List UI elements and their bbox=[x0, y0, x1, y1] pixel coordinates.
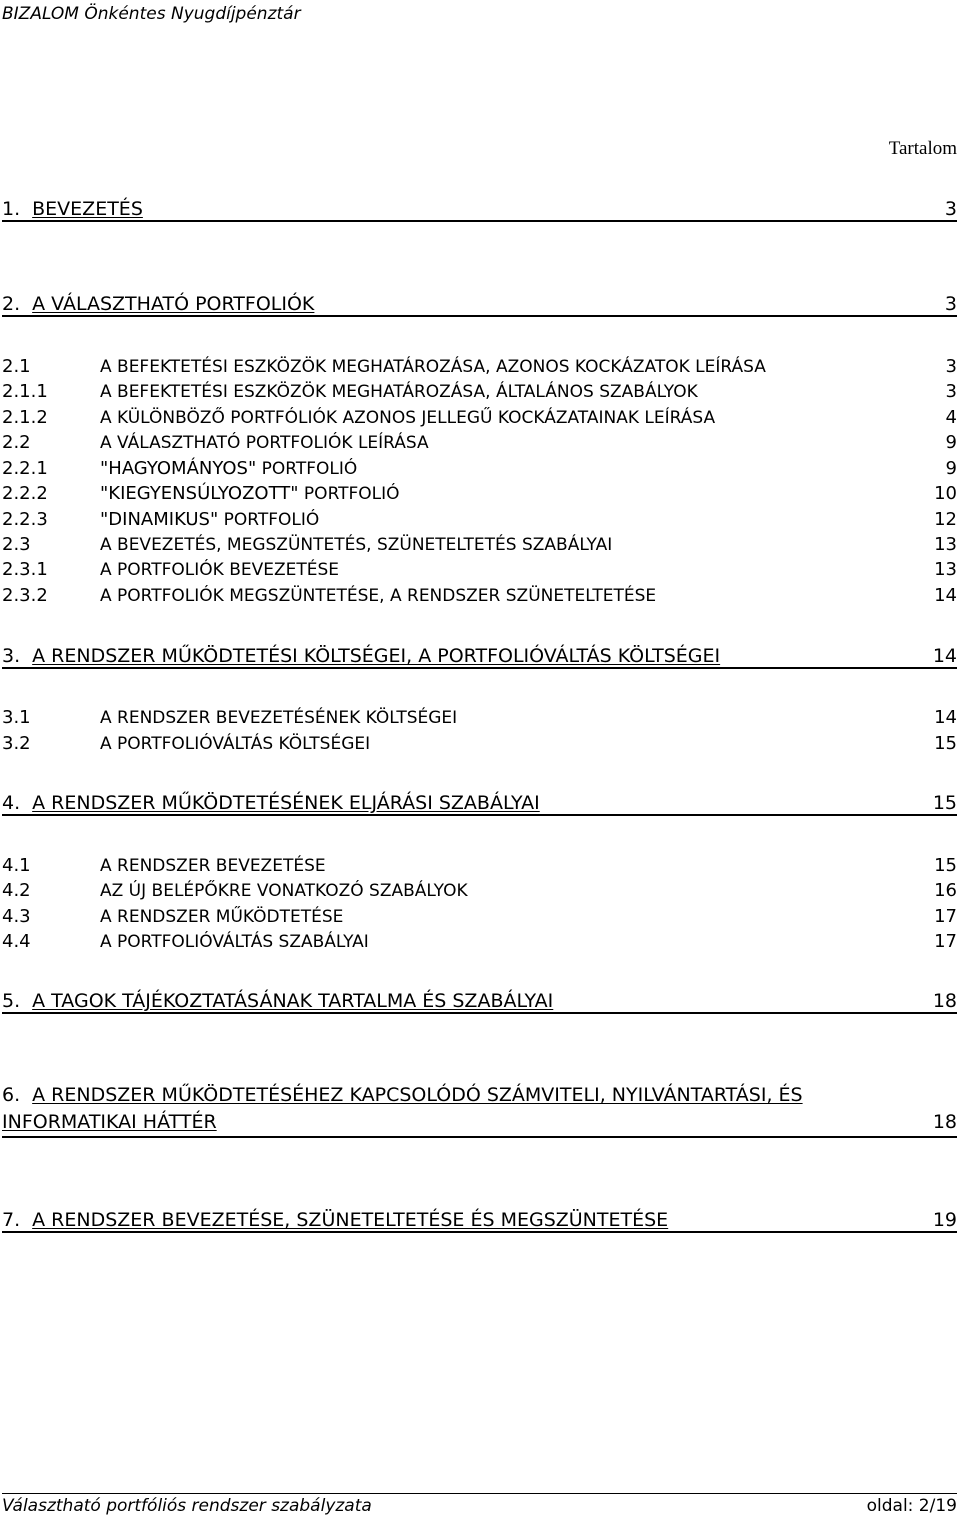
toc-entry-number: 2.2.1 bbox=[2, 458, 48, 479]
toc-entry-number: 4.2 bbox=[2, 880, 31, 901]
toc-entry-title bbox=[100, 509, 319, 530]
toc-entry-title: A RENDSZER MŰKÖDTETÉSÉHEZ KAPCSOLÓDÓ SZÁMVITELI, NYILVÁNTARTÁSI, ÉS bbox=[32, 1084, 803, 1106]
toc-entry-page: 17 bbox=[934, 906, 957, 927]
toc-entry-3-2[interactable] bbox=[2, 730, 957, 754]
toc-entry-page: 15 bbox=[932, 792, 957, 814]
toc-entry-2-2-3[interactable] bbox=[2, 506, 957, 530]
toc-entry-number: 2.1 bbox=[2, 356, 31, 377]
toc-entry-title-rest: PORTFOLIÓ bbox=[256, 459, 358, 479]
toc-entry-4-4[interactable] bbox=[2, 928, 957, 952]
toc-entry-2-2-2[interactable] bbox=[2, 480, 957, 504]
toc-entry-title: A PORTFOLIÓVÁLTÁS SZABÁLYAI bbox=[100, 932, 369, 952]
toc-entry-title-line2: INFORMATIKAI HÁTTÉR bbox=[2, 1111, 217, 1133]
toc-entry-title-quoted: "DINAMIKUS" bbox=[100, 509, 219, 530]
toc-entry-number: 2.3 bbox=[2, 534, 31, 555]
toc-entry-title: A PORTFOLIÓK MEGSZÜNTETÉSE, A RENDSZER SZÜNETELTETÉSE bbox=[100, 586, 657, 606]
toc-entry-number: 6. bbox=[2, 1084, 21, 1106]
toc-entry-number: 4.3 bbox=[2, 906, 31, 927]
toc-entry-page: 15 bbox=[934, 855, 957, 876]
toc-entry-title: A RENDSZER BEVEZETÉSÉNEK KÖLTSÉGEI bbox=[100, 708, 458, 728]
toc-entry-title-rest: PORTFOLIÓ bbox=[298, 484, 400, 504]
toc-entry-number: 7. bbox=[2, 1209, 21, 1231]
toc-entry-page: 18 bbox=[932, 990, 957, 1012]
toc-entry-title: A RENDSZER MŰKÖDTETÉSE bbox=[100, 907, 344, 927]
toc-entry-4[interactable] bbox=[2, 790, 957, 816]
toc-entry-number: 2.1.2 bbox=[2, 407, 48, 428]
toc-entry-page: 15 bbox=[934, 733, 957, 754]
toc-entry-title: A PORTFOLIÓVÁLTÁS KÖLTSÉGEI bbox=[100, 734, 371, 754]
toc-entry-page: 18 bbox=[932, 1111, 957, 1133]
toc-entry-page: 17 bbox=[934, 931, 957, 952]
toc-entry-page: 14 bbox=[934, 707, 957, 728]
toc-entry-page: 9 bbox=[945, 458, 957, 479]
toc-entry-number: 1. bbox=[2, 198, 21, 220]
toc-entry-title: A BEFEKTETÉSI ESZKÖZÖK MEGHATÁROZÁSA, ÁLTALÁNOS SZABÁLYOK bbox=[100, 382, 698, 402]
toc-entry-title-rest: PORTFOLIÓ bbox=[218, 510, 320, 530]
toc-entry-title: A VÁLASZTHATÓ PORTFOLIÓK LEÍRÁSA bbox=[100, 433, 429, 453]
toc-entry-title: AZ ÚJ BELÉPŐKRE VONATKOZÓ SZABÁLYOK bbox=[100, 881, 468, 901]
toc-entry-page: 14 bbox=[934, 585, 957, 606]
toc-entry-page: 16 bbox=[934, 880, 957, 901]
toc-entry-page: 12 bbox=[934, 509, 957, 530]
toc-entry-4-1[interactable] bbox=[2, 852, 957, 876]
toc-entry-2-1-2[interactable] bbox=[2, 404, 957, 428]
toc-entry-title: A VÁLASZTHATÓ PORTFOLIÓK bbox=[32, 293, 315, 315]
toc-entry-page: 13 bbox=[934, 534, 957, 555]
toc-entry-number: 4.4 bbox=[2, 931, 31, 952]
toc-entry-title bbox=[100, 483, 400, 504]
toc-entry-title: A BEFEKTETÉSI ESZKÖZÖK MEGHATÁROZÁSA, AZONOS KOCKÁZATOK LEÍRÁSA bbox=[100, 357, 766, 377]
toc-entry-2-2[interactable] bbox=[2, 429, 957, 453]
toc-entry-number: 2.1.1 bbox=[2, 381, 48, 402]
toc-entry-title-line1 bbox=[2, 1082, 957, 1109]
toc-entry-title bbox=[100, 458, 357, 479]
toc-entry-number: 3. bbox=[2, 645, 21, 667]
toc-entry-2-3-1[interactable] bbox=[2, 556, 957, 580]
toc-entry-2-3[interactable] bbox=[2, 531, 957, 555]
toc-entry-number: 3.2 bbox=[2, 733, 31, 754]
toc-entry-title: A RENDSZER MŰKÖDTETÉSÉNEK ELJÁRÁSI SZABÁLYAI bbox=[32, 792, 540, 814]
toc-entry-page: 13 bbox=[934, 559, 957, 580]
toc-entry-page: 14 bbox=[932, 645, 957, 667]
toc-entry-title: A KÜLÖNBÖZŐ PORTFÓLIÓK AZONOS JELLEGŰ KOCKÁZATAINAK LEÍRÁSA bbox=[100, 408, 716, 428]
toc-entry-7[interactable] bbox=[2, 1207, 957, 1233]
footer-divider bbox=[2, 1493, 957, 1494]
toc-entry-number: 2.2.3 bbox=[2, 509, 48, 530]
toc-heading: Tartalom bbox=[888, 138, 957, 159]
toc-entry-page: 3 bbox=[944, 198, 957, 220]
toc-entry-4-2[interactable] bbox=[2, 877, 957, 901]
toc-entry-2-3-2[interactable] bbox=[2, 582, 957, 606]
toc-entry-number: 2.3.2 bbox=[2, 585, 48, 606]
toc-entry-title-line2-row bbox=[2, 1109, 957, 1136]
toc-entry-title: A TAGOK TÁJÉKOZTATÁSÁNAK TARTALMA ÉS SZABÁLYAI bbox=[32, 990, 554, 1012]
toc-entry-2-2-1[interactable] bbox=[2, 455, 957, 479]
toc-entry-title: BEVEZETÉS bbox=[32, 198, 143, 220]
toc-entry-number: 2. bbox=[2, 293, 21, 315]
toc-entry-page: 19 bbox=[932, 1209, 957, 1231]
toc-entry-5[interactable] bbox=[2, 988, 957, 1014]
toc-entry-3[interactable] bbox=[2, 643, 957, 669]
toc-entry-page: 3 bbox=[945, 356, 957, 377]
document-header-title: BIZALOM Önkéntes Nyugdíjpénztár bbox=[2, 4, 301, 24]
toc-entry-title-quoted: "KIEGYENSÚLYOZOTT" bbox=[100, 483, 299, 504]
toc-entry-number: 2.2 bbox=[2, 432, 31, 453]
toc-entry-page: 4 bbox=[945, 407, 957, 428]
toc-entry-number: 3.1 bbox=[2, 707, 31, 728]
toc-entry-page: 3 bbox=[945, 381, 957, 402]
toc-entry-number: 4.1 bbox=[2, 855, 31, 876]
toc-entry-page: 10 bbox=[934, 483, 957, 504]
toc-entry-6[interactable] bbox=[2, 1082, 957, 1138]
toc-entry-title: A RENDSZER MŰKÖDTETÉSI KÖLTSÉGEI, A PORTFOLIÓVÁLTÁS KÖLTSÉGEI bbox=[32, 645, 721, 667]
toc-entry-2-1-1[interactable] bbox=[2, 378, 957, 402]
toc-entry-2-1[interactable] bbox=[2, 353, 957, 377]
toc-entry-number: 2.2.2 bbox=[2, 483, 48, 504]
toc-entry-1[interactable] bbox=[2, 196, 957, 222]
toc-entry-number: 5. bbox=[2, 990, 21, 1012]
toc-entry-page: 9 bbox=[945, 432, 957, 453]
toc-entry-title: A RENDSZER BEVEZETÉSE bbox=[100, 856, 326, 876]
toc-entry-4-3[interactable] bbox=[2, 903, 957, 927]
footer-page-number: oldal: 2/19 bbox=[866, 1496, 957, 1516]
toc-entry-title: A BEVEZETÉS, MEGSZÜNTETÉS, SZÜNETELTETÉS SZABÁLYAI bbox=[100, 535, 613, 555]
toc-entry-number: 4. bbox=[2, 792, 21, 814]
toc-entry-title-quoted: "HAGYOMÁNYOS" bbox=[100, 458, 257, 479]
toc-entry-number: 2.3.1 bbox=[2, 559, 48, 580]
toc-entry-3-1[interactable] bbox=[2, 704, 957, 728]
toc-entry-title: A PORTFOLIÓK BEVEZETÉSE bbox=[100, 560, 340, 580]
toc-entry-2[interactable] bbox=[2, 291, 957, 317]
toc-entry-title: A RENDSZER BEVEZETÉSE, SZÜNETELTETÉSE ÉS MEGSZÜNTETÉSE bbox=[32, 1209, 669, 1231]
footer-document-title: Választható portfóliós rendszer szabályzata bbox=[2, 1496, 372, 1516]
toc-entry-page: 3 bbox=[944, 293, 957, 315]
